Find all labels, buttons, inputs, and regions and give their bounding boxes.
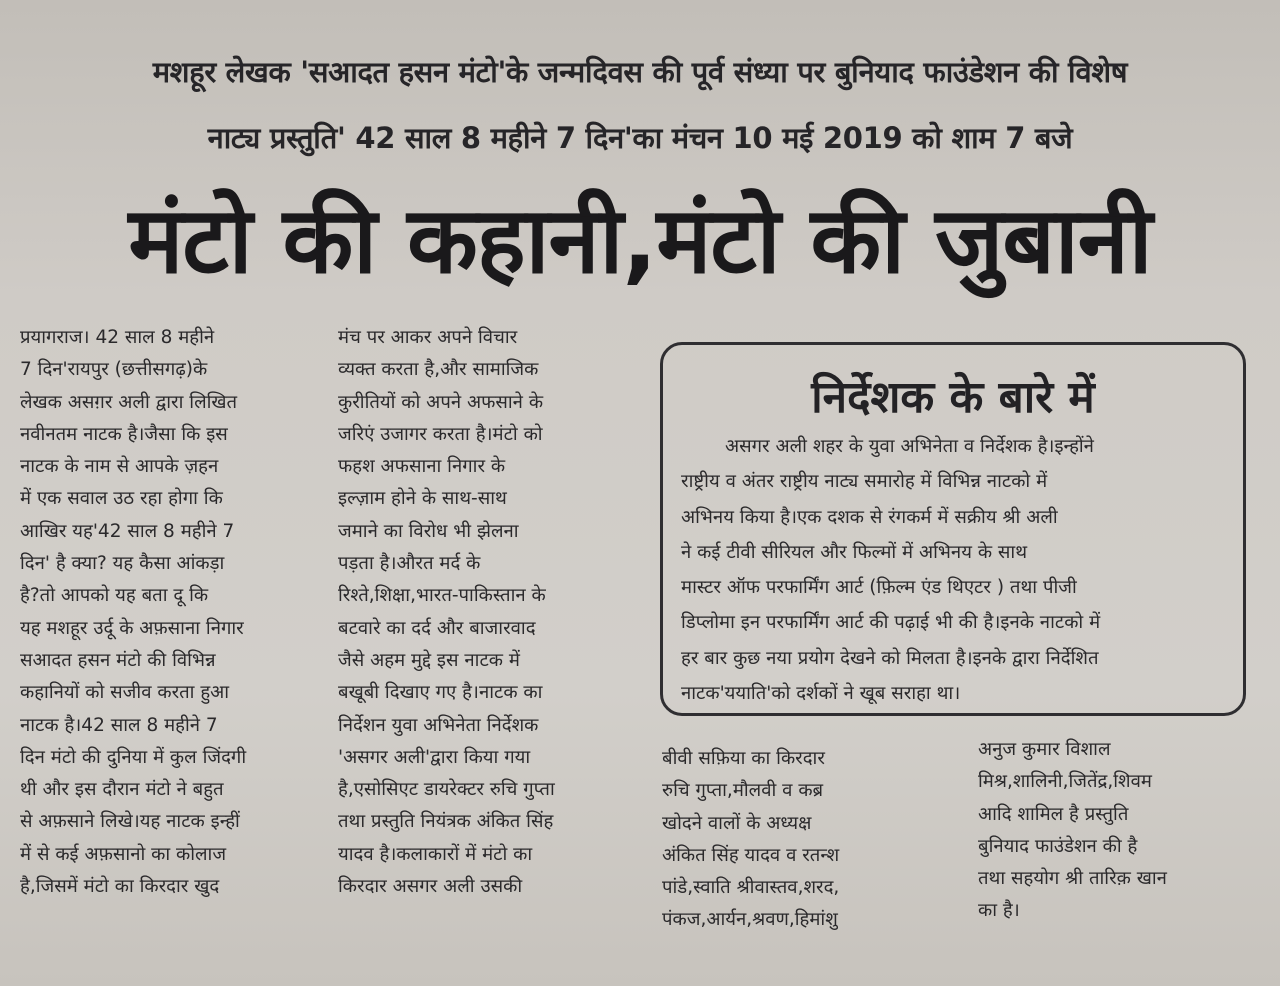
text-line: हर बार कुछ नया प्रयोग देखने को मिलता है।इनके द्वारा निर्देशित [681, 647, 1099, 669]
director-box-body [681, 429, 1229, 711]
text-line: जमाने का विरोध भी झेलना [338, 520, 519, 542]
text-line: ने कई टीवी सीरियल और फिल्मों में अभिनय के साथ [681, 541, 1028, 563]
article-column-1 [20, 322, 314, 903]
text-line: में एक सवाल उठ रहा होगा कि [20, 488, 223, 510]
text-line: नाटक के नाम से आपके ज़हन [20, 456, 219, 478]
text-line: है,एसोसिएट डायरेक्टर रुचि गुप्ता [338, 779, 555, 801]
text-line: नाटक'ययाति'को दर्शकों ने खूब सराहा था। [681, 683, 961, 705]
text-line: लेखक असग़र अली द्वारा लिखित [20, 391, 238, 413]
text-line: मास्टर ऑफ परफार्मिंग आर्ट (फ़िल्म एंड थिएटर ) तथा पीजी [681, 577, 1077, 599]
text-line: असगर अली शहर के युवा अभिनेता व निर्देशक है।इन्होंने [725, 436, 1094, 457]
text-line: से अफ़साने लिखे।यह नाटक इन्हीं [20, 811, 240, 833]
director-info-box [660, 342, 1246, 716]
text-line: सआदत हसन मंटो की विभिन्न [20, 649, 216, 671]
text-line: नाटक है।42 साल 8 महीने 7 [20, 714, 218, 736]
text-line: में से कई अफ़सानो का कोलाज [20, 843, 227, 865]
text-line: खोदने वालों के अध्यक्ष [662, 812, 812, 834]
text-line: राष्ट्रीय व अंतर राष्ट्रीय नाट्य समारोह में विभिन्न नाटको में [681, 471, 1048, 493]
text-line: निर्देशन युवा अभिनेता निर्देशक [338, 714, 539, 736]
text-line: बीवी सफ़िया का किरदार [662, 748, 825, 769]
strapline-top: मशहूर लेखक 'सआदत हसन मंटो'के जन्मदिवस की पूर्व संध्या पर बुनियाद फाउंडेशन की विशेष [152, 55, 1128, 89]
text-line: यह मशहूर उर्दू के अफ़साना निगार [20, 617, 244, 639]
text-line: अंकित सिंह यादव व रतन्श [662, 844, 840, 866]
text-line: बटवारे का दर्द और बाजारवाद [338, 617, 536, 639]
article-column-2 [338, 322, 634, 903]
text-line: थी और इस दौरान मंटो ने बहुत [20, 779, 224, 801]
director-box-title: निर्देशक के बारे में [811, 372, 1095, 423]
text-line: नवीनतम नाटक है।जैसा कि इस [20, 423, 228, 445]
text-line: दिन' है क्या? यह कैसा आंकड़ा [20, 553, 225, 575]
text-line: पड़ता है।औरत मर्द के [338, 553, 481, 575]
text-line: कहानियों को सजीव करता हुआ [20, 682, 230, 704]
text-line: बखूबी दिखाए गए है।नाटक का [338, 682, 543, 704]
text-line: यादव है।कलाकारों में मंटो का [338, 843, 533, 865]
text-line: आखिर यह'42 साल 8 महीने 7 [20, 520, 235, 542]
text-line: तथा सहयोग श्री तारिक़ खान [978, 868, 1167, 890]
text-line: फहश अफसाना निगार के [338, 456, 506, 478]
text-line: अनुज कुमार विशाल [978, 739, 1111, 760]
text-line: मंच पर आकर अपने विचार [338, 327, 518, 348]
text-line: व्यक्त करता है,और सामाजिक [338, 359, 539, 381]
text-line: मिश्र,शालिनी,जितेंद्र,शिवम [978, 771, 1152, 793]
text-line: डिप्लोमा इन परफार्मिंग आर्ट की पढ़ाई भी की है।इनके नाटको में [681, 612, 1101, 634]
text-line: 'असगर अली'द्वारा किया गया [338, 746, 531, 768]
text-line: जरिएं उजागर करता है।मंटो को [338, 423, 543, 445]
text-line: रुचि गुप्ता,मौलवी व कब्र [662, 780, 824, 802]
strapline-bottom: नाट्य प्रस्तुति' 42 साल 8 महीने 7 दिन'का मंचन 10 मई 2019 को शाम 7 बजे [207, 121, 1073, 155]
text-line: का है। [978, 900, 1020, 922]
text-line: है?तो आपको यह बता दू कि [20, 585, 209, 607]
text-line: दिन मंटो की दुनिया में कुल जिंदगी [20, 746, 247, 768]
text-line: है,जिसमें मंटो का किरदार खुद [20, 876, 220, 898]
text-line: प्रयागराज। 42 साल 8 महीने [20, 327, 215, 348]
text-line: बुनियाद फाउंडेशन की है [978, 835, 1138, 857]
article-column-4 [978, 734, 1243, 928]
text-line: पांडे,स्वाति श्रीवास्तव,शरद, [662, 877, 840, 899]
text-line: इल्ज़ाम होने के साथ-साथ [338, 488, 507, 510]
text-line: जैसे अहम मुद्दे इस नाटक में [338, 649, 520, 671]
text-line: अभिनय किया है।एक दशक से रंगकर्म में सक्रीय श्री अली [681, 506, 1058, 528]
text-line: 7 दिन'रायपुर (छत्तीसगढ़)के [20, 359, 208, 381]
text-line: कुरीतियों को अपने अफसाने के [338, 391, 544, 413]
article-column-3 [662, 743, 952, 937]
text-line: किरदार असगर अली उसकी [338, 876, 523, 898]
text-line: तथा प्रस्तुति नियंत्रक अंकित सिंह [338, 811, 554, 833]
text-line: पंकज,आर्यन,श्रवण,हिमांशु [662, 909, 838, 931]
headline: मंटो की कहानी,मंटो की जुबानी [128, 187, 1152, 294]
text-line: रिश्ते,शिक्षा,भारत-पाकिस्तान के [338, 585, 546, 607]
text-line: आदि शामिल है प्रस्तुति [978, 803, 1129, 825]
